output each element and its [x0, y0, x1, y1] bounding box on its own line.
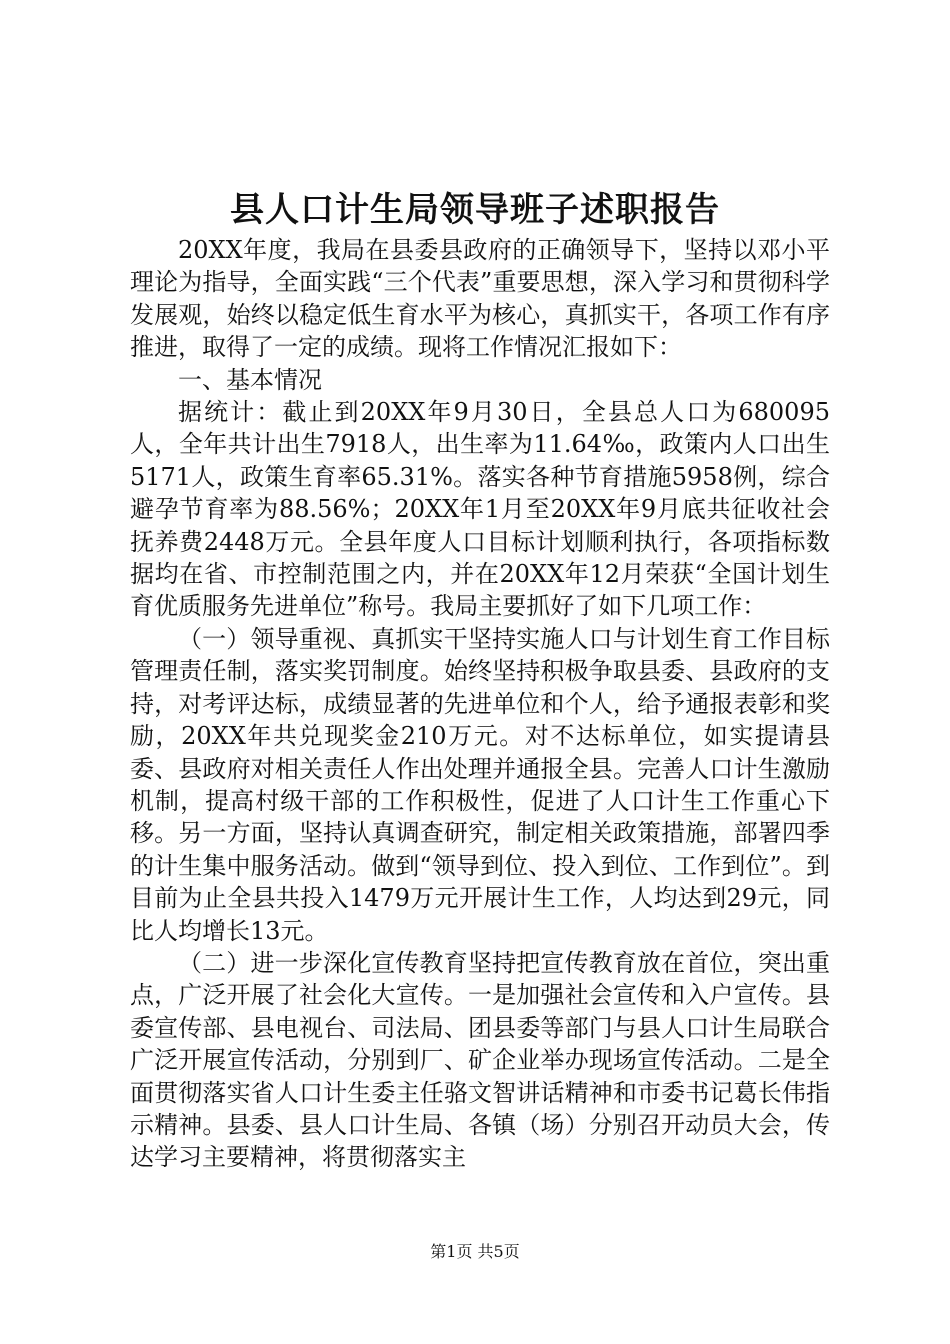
page-footer: 第1页 共5页	[430, 1242, 520, 1261]
document-title: 县人口计生局领导班子述职报告	[230, 190, 720, 230]
paragraph-statistics: 据统计：截止到20XX年9月30日，全县总人口为680095人，全年共计出生7918人，出生率为11.64‰，政策内人口出生5171人，政策生育率65.31%。落实各种节育措施5958例，综合避孕节育率为88.56%；20XX年1月至20XX年9月底共征收社会抚养费2448万元。全县年度人口目标计划顺利执行，各项指标数据均在省、市控制范围之内，并在20XX年12月荣获“全国计划生育优质服务先进单位”称号。我局主要抓好了如下几项工作：	[130, 398, 830, 621]
paragraph-item-2: （二）进一步深化宣传教育坚持把宣传教育放在首位，突出重点，广泛开展了社会化大宣传。一是加强社会宣传和入户宣传。县委宣传部、县电视台、司法局、团县委等部门与县人口计生局联合广泛开展宣传活动，分别到厂、矿企业举办现场宣传活动。二是全面贯彻落实省人口计生委主任骆文智讲话精神和市委书记葛长伟指示精神。县委、县人口计生局、各镇（场）分别召开动员大会，传达学习主要精神，将贯彻落实主	[130, 948, 830, 1172]
document-body	[130, 234, 830, 1174]
paragraph-intro: 20XX年度，我局在县委县政府的正确领导下，坚持以邓小平理论为指导，全面实践“三个代表”重要思想，深入学习和贯彻科学发展观，始终以稳定低生育水平为核心，真抓实干，各项工作有序推进，取得了一定的成绩。现将工作情况汇报如下：	[130, 236, 830, 362]
paragraph-item-1: （一）领导重视、真抓实干坚持实施人口与计划生育工作目标管理责任制，落实奖罚制度。始终坚持积极争取县委、县政府的支持，对考评达标，成绩显著的先进单位和个人，给予通报表彰和奖励，20XX年共兑现奖金210万元。对不达标单位，如实提请县委、县政府对相关责任人作出处理并通报全县。完善人口计生激励机制，提高村级干部的工作积极性，促进了人口计生工作重心下移。另一方面，坚持认真调查研究，制定相关政策措施，部署四季的计生集中服务活动。做到“领导到位、投入到位、工作到位”。到目前为止全县共投入1479万元开展计生工作，人均达到29元，同比人均增长13元。	[130, 624, 830, 945]
section-heading-basic: 一、基本情况	[178, 365, 322, 394]
